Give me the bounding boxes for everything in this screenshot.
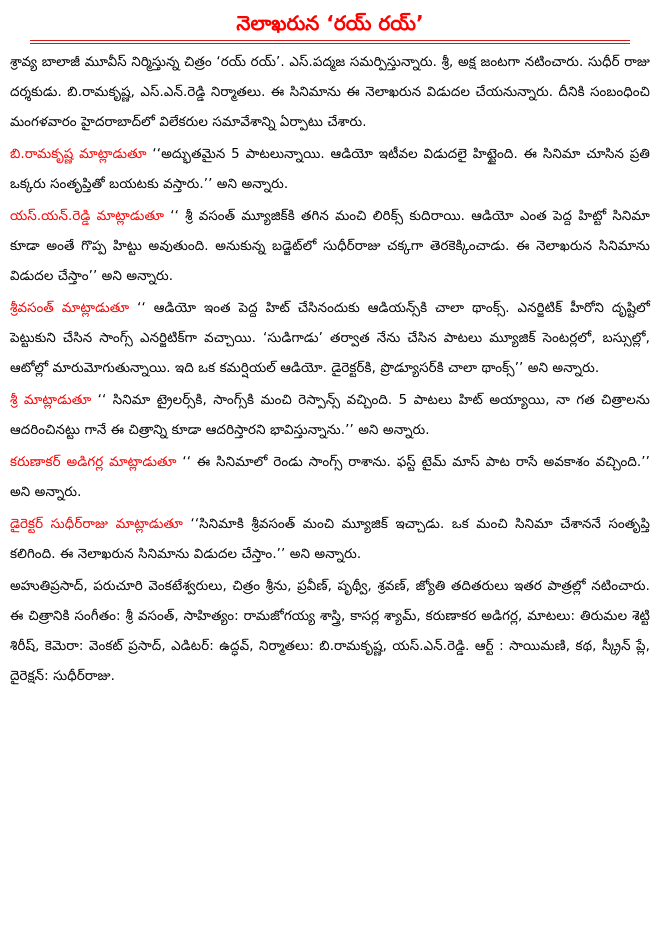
intro-paragraph [10, 48, 650, 138]
paragraph-text: అహుతిప్రసాద్, పరుచూరి వెంకటేశ్వరులు, చిత్రం శ్రీను, ప్రవీణ్, పృథ్వీ, శ్రవణ్, జ్యోతి తదితరులు ఇతర పాత్రల్లో నటించారు. ఈ చిత్రానికి సంగీతం: శ్రీ వసంత్, సాహిత్యం: రామజోగయ్య శాస్త్రి, కాసర్ల శ్యామ్, కరుణాకర అడిగర్ల, మాటలు: తిరుమల శెట్టి శిరీష్, కెమెరా: వెంకట్ ప్రసాద్, ఎడిటర్: ఉద్ధవ్, నిర్మాతలు: బి.రామకృష్ణ, యస్.ఎన్.రెడ్డి. ఆర్ట్ : సాయిమణి, కథ, స్క్రీన్ ప్లే, దైరెక్షన్: సుధీర్‌రాజు. [10, 579, 650, 684]
paragraph-text: ‘‘అద్భుతమైన 5 పాటలున్నాయి. ఆడియో ఇటీవల విడుదలై హిట్టైంది. ఈ సినిమా చూసిన ప్రతి ఒక్కరు సంతృప్తితో బయటకు వస్తారు.’’ అని అన్నారు. [10, 147, 651, 192]
credits-paragraph [10, 572, 650, 692]
srivasanth-quote-paragraph [10, 294, 650, 384]
paragraph-text: ‘‘ ఈ సినిమాలో రెండు సాంగ్స్ రాశాను. ఫస్ట్ టైమ్ మాస్ పాట రాసే అవకాశం వచ్చింది.’’ అని అన్నారు. [10, 455, 650, 500]
speaker-lead: శ్రీవసంత్ మాట్లాడుతూ [10, 301, 130, 316]
paragraph-text: ‘‘సినిమాకి శ్రీవసంత్ మంచి మ్యూజిక్ ఇచ్చాడు. ఒక మంచి సినిమా చేశాననే సంతృప్తి కలిగింది. ఈ నెలాఖరున సినిమాను విడుదల చేస్తాం.’’ అని అన్నారు. [10, 517, 650, 562]
paragraph-text: ‘‘ సినిమా ట్రైలర్స్‌కి, సాంగ్స్‌కి మంచి రెస్పాన్స్ వచ్చింది. 5 పాటలు హిట్ అయ్యాయి, నా గత చిత్రాలను ఆదరించినట్టు గానే ఈ చిత్రాన్ని కూడా ఆదరిస్తారని భావిస్తున్నాను.’’ అని అన్నారు. [10, 393, 650, 438]
paragraph-text: ‘‘ శ్రీ వసంత్ మ్యూజిక్‌కి తగిన మంచి లిరిక్స్ కుదిరాయి. ఆడియో ఎంత పెద్ద హిట్టో సినిమా కూడా అంతే గొప్ప హిట్టు అవుతుంది. అనుకున్న బడ్జెట్‌లో సుధీర్‌రాజు చక్కగా తెరకెక్కించాడు. ఈ నెలాఖరున సినిమాను విడుదల చేస్తాం’’ అని అన్నారు. [10, 209, 650, 284]
sri-quote-paragraph [10, 386, 650, 446]
ramakrishna-quote-paragraph [10, 140, 650, 200]
speaker-lead: యస్.యన్.రెడ్డి మాట్లాడుతూ [10, 209, 165, 224]
paragraph-text: శ్రావ్య బాలాజీ మూవీస్ నిర్మిస్తున్న చిత్రం ‘రయ్ రయ్’. ఎస్.పద్మజ సమర్పిస్తున్నారు. శ్రీ, అక్ష జంటగా నటించారు. సుధీర్ రాజు దర్శకుడు. బి.రామకృష్ణ, ఎస్.ఎన్.రెడ్డి నిర్మాతలు. ఈ సినిమాను ఈ నెలాఖరున విడుదల చేయనున్నారు. దీనికి సంబంధించి మంగళవారం హైదరాబాద్‌లో విలేకరుల సమావేశాన్ని ఏర్పాటు చేశారు. [10, 55, 650, 130]
speaker-lead: డైరెక్టర్ సుధీర్‌రాజు మాట్లాడుతూ [10, 517, 183, 532]
paragraph-text: ‘‘ ఆడియో ఇంత పెద్ద హిట్ చేసినందుకు ఆడియన్స్‌కి చాలా థాంక్స్. ఎనర్జిటిక్ హీరోని దృష్టిలో పెట్టుకుని చేసిన సాంగ్స్ ఎనర్జిటిక్‌గా వచ్చాయి. ‘సుడిగాడు’ తర్వాత నేను చేసిన పాటలు మ్యూజిక్ సెంటర్లలో, బస్సుల్లో, ఆటోల్లో మారుమోగుతున్నాయి. ఇది ఒక కమర్షియల్ ఆడియో. డైరెక్టర్‌కి, ప్రొడ్యూసర్‌కి చాలా థాంక్స్’’ అని అన్నారు. [10, 301, 651, 376]
karunakar-quote-paragraph [10, 448, 650, 508]
article-page [0, 6, 660, 926]
article-body [10, 48, 650, 692]
article-headline: నెలాఖరున ‘రయ్ రయ్’ [30, 6, 630, 44]
director-quote-paragraph [10, 510, 650, 570]
snreddy-quote-paragraph [10, 202, 650, 292]
speaker-lead: శ్రీ మాట్లాడుతూ [10, 393, 92, 408]
speaker-lead: కరుణాకర్ అడిగర్ల మాట్లాడుతూ [10, 455, 177, 470]
speaker-lead: బి.రామకృష్ణ మాట్లాడుతూ [10, 147, 147, 162]
